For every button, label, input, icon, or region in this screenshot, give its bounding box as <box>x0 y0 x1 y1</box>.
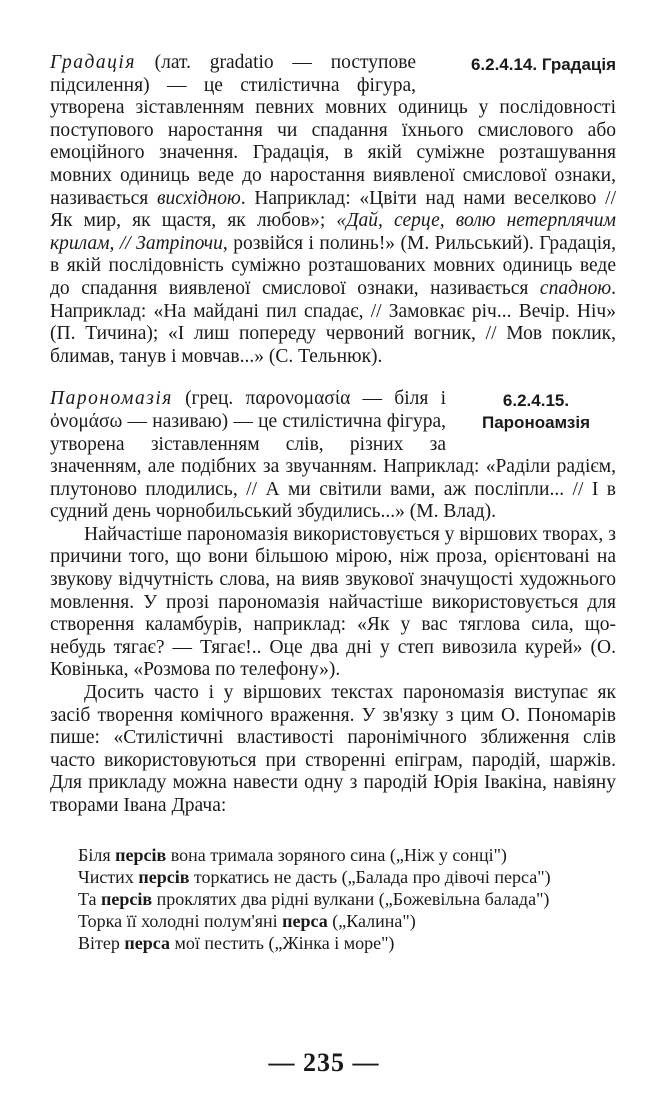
term-falling: спадною <box>539 277 612 299</box>
poem-line: Вітер перса мої пестить („Жінка і море") <box>78 932 395 953</box>
gradation-example1-tail: , розвійся і полинь!» (М. Рильський). Градація, в якій послідовність суміжно розташованих мовних одиниць веде до спадання виявленої смислової ознаки, називається <box>50 232 616 299</box>
heading-number: 6.2.4.15. <box>502 391 570 411</box>
page-number: — 235 — <box>268 1048 380 1077</box>
term-paronomasia: Парономазія <box>50 388 173 410</box>
poem-line: Чистих персів торкатись не дасть („Балада про дівочі перса") <box>78 866 551 887</box>
paronomasia-paragraph-3: Досить часто і у віршових текстах парономазія виступає як засіб творення комічного враження. У зв'язку з цим О. Пономарів пише: «Стилістичні властивості паронімічного зближення слів часто використовуються при створенні епіграм, пародій, шаржів. Для прикладу можна навести одну з пародій Юрія Івакіна, навіяну творами Івана Драча: <box>50 682 616 816</box>
gradation-example1-lead: . Наприклад: «Цвіти над нами веселково // Як мир, як щастя, як любов»; <box>50 187 616 232</box>
gradation-example1-italic: «Дай, серце, волю нетерплячим крилам, // Затріпочи <box>50 210 617 254</box>
poem-line: Та персів проклятих два рідні вулкани („Божевільна балада") <box>78 888 550 909</box>
parody-poem <box>50 844 616 954</box>
term-rising: висхідною <box>156 187 241 209</box>
section-heading-paronomasia <box>456 388 616 434</box>
poem-line: Біля персів вона тримала зоряного сина („Ніж у сонці") <box>78 844 507 865</box>
section-paronomasia <box>50 388 616 817</box>
poem-line: Торка її холодні полум'яні перса („Калина") <box>78 910 416 931</box>
section-heading-gradation: 6.2.4.14. Градація <box>470 55 616 74</box>
gradation-example2: . Наприклад: «На майдані пил спадає, // Замовкає річ... Вечір. Ніч» (П. Тичина); «І лиш попереду червоний вогник, // Мов поклик, блимав, танув і мовчав...» (С. Тельнюк). <box>50 277 616 367</box>
heading-title: Пароноамзія <box>482 413 590 433</box>
gradation-intro: (лат. gradatio — поступове підсилення) — це стилістична фігура, утворена зіставленням певних мовних одиниць у послідовності поступового наростання чи спадання їхнього смислового або емоційного значення. Градація, в якій суміжне розташування мовних одиниць веде до наростання виявленої смислової ознаки, називається <box>50 52 616 209</box>
page-body <box>50 52 616 954</box>
section-gradation <box>50 52 616 368</box>
gradation-paragraph <box>50 52 616 368</box>
term-gradation: Градація <box>50 52 136 73</box>
paronomasia-paragraph-2: Найчастіше парономазія використовується у віршових творах, з причини того, що вони більшою мірою, ніж проза, орієнтовані на звукову відчутність слова, на вияв звукової значущості художнього мовлення. У прозі парономазія найчастіше використовується для створення каламбурів, наприклад: «Як у вас тяглова сила, що-небудь тягає? — Тягає!.. Оце два дні у степ вивозила курей» (О. Ковінька, «Розмова по телефону»). <box>50 523 616 681</box>
paronomasia-intro: (грец. παρονομασία — біля і ὀνομάσω — називаю) — це стилістична фігура, утворена зіставленням слів, різних за значенням, але подібних за звучанням. Наприклад: «Раділи радієм, плутоново плодились, // А ми світили вами, аж посліпли... // І в судний день чорнобильський збудились...» (М. Влад). <box>50 388 616 523</box>
